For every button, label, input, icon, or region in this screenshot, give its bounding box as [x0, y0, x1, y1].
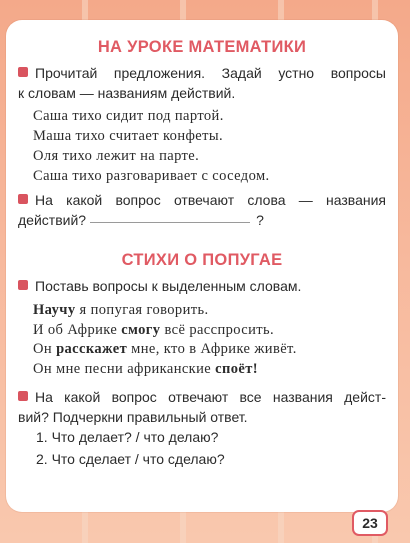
- poem-text: Он мне песни африканские: [33, 360, 216, 377]
- page-card: [6, 20, 398, 512]
- task-bullet-icon: [18, 194, 28, 204]
- answer-option[interactable]: 1. Что делает? / что делаю?: [36, 429, 219, 445]
- task-bullet-icon: [18, 67, 28, 77]
- poem-line: [33, 360, 297, 380]
- task-text: На какой вопрос отвечают все названия дейст-: [35, 389, 386, 405]
- task-read-sentences: [18, 63, 386, 103]
- sentence: Оля тихо лежит на парте.: [33, 148, 200, 164]
- task-line: [18, 210, 386, 230]
- section-title-parrot-poems: СТИХИ О ПОПУГАЕ: [121, 251, 283, 269]
- task-line: [18, 63, 386, 83]
- answer-blank-line[interactable]: [90, 222, 250, 223]
- task-text: Прочитай предложения. Задай устно вопросы: [35, 65, 386, 81]
- task-line: [18, 387, 386, 407]
- task-bullet-icon: [18, 280, 28, 290]
- poem-text: Он: [33, 341, 57, 357]
- poem: [33, 301, 297, 379]
- page-number-badge: [352, 510, 388, 536]
- poem-line: [33, 340, 297, 360]
- page-number: 23: [362, 515, 378, 531]
- task-line: [18, 190, 386, 210]
- task-text: Поставь вопросы к выделенным словам.: [35, 278, 302, 294]
- sentence: Маша тихо считает конфеты.: [33, 128, 224, 144]
- task-ask-questions: [18, 276, 386, 296]
- poem-text: И об Африке: [33, 321, 122, 338]
- sentence: Саша тихо сидит под партой.: [33, 108, 224, 124]
- answer-options: [36, 426, 225, 470]
- highlighted-word[interactable]: Научу: [33, 302, 76, 318]
- poem-text: я попугая говорить.: [75, 302, 209, 318]
- poem-line: [33, 301, 297, 321]
- task-line: вий? Подчеркни правильный ответ.: [18, 409, 248, 425]
- task-question-type: [18, 190, 386, 230]
- sentence-list: [33, 106, 270, 186]
- highlighted-word[interactable]: смогу: [121, 321, 161, 338]
- task-underline-answer: [18, 387, 386, 427]
- highlighted-word[interactable]: расскажет: [56, 341, 128, 357]
- poem-text: всё расспросить.: [160, 321, 275, 338]
- task-text: действий?: [18, 212, 87, 228]
- question-mark: ?: [256, 212, 264, 228]
- task-bullet-icon: [18, 391, 28, 401]
- poem-line: [33, 321, 297, 341]
- poem-text: мне, кто в Африке живёт.: [127, 341, 297, 357]
- section-title-math-lesson: НА УРОКЕ МАТЕМАТИКИ: [97, 38, 307, 56]
- answer-option[interactable]: 2. Что сделает / что сделаю?: [36, 451, 225, 467]
- task-text: На какой вопрос отвечают слова — названия: [35, 192, 386, 208]
- task-line: к словам — названиям действий.: [18, 85, 236, 101]
- sentence: Саша тихо разговаривает с соседом.: [33, 168, 270, 184]
- highlighted-word[interactable]: споёт!: [215, 360, 258, 377]
